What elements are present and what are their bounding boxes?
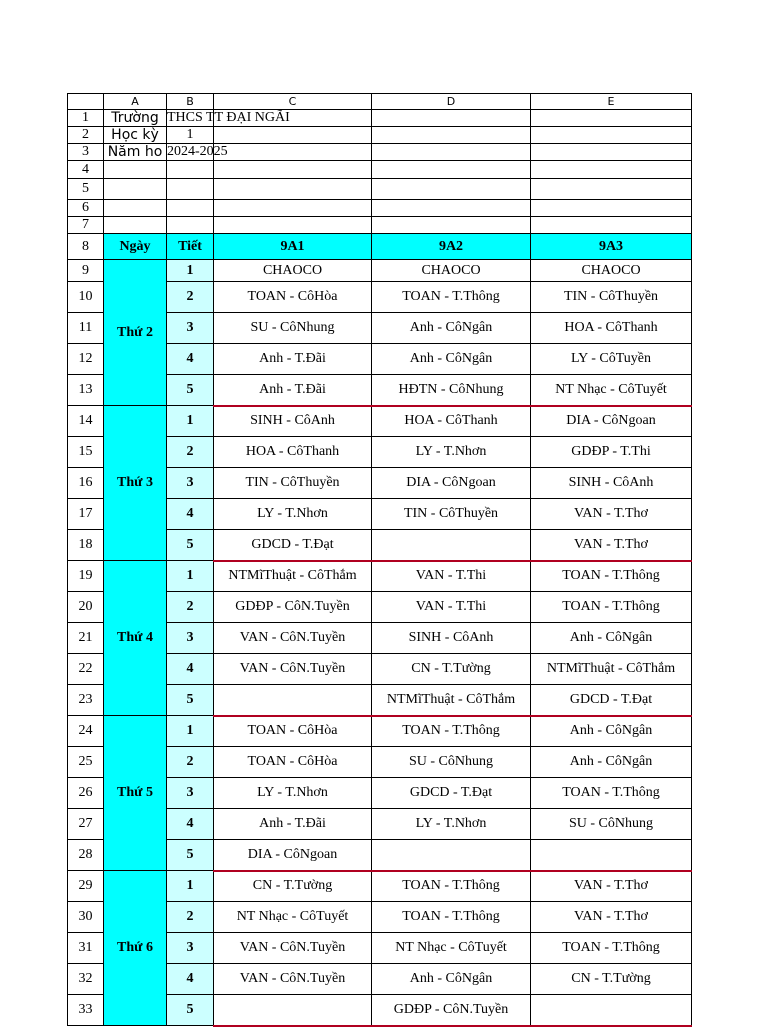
empty-cell[interactable]	[372, 179, 531, 200]
empty-cell[interactable]	[214, 217, 372, 234]
empty-row	[68, 217, 692, 234]
empty-cell[interactable]	[104, 200, 167, 217]
class-cell[interactable]: VAN - CôN.Tuyền	[214, 964, 372, 995]
class-cell[interactable]: VAN - CôN.Tuyền	[214, 933, 372, 964]
row-header[interactable]: 7	[68, 217, 104, 234]
empty-cell[interactable]	[214, 161, 372, 179]
column-header-row	[68, 94, 692, 110]
timetable-header-row	[68, 234, 692, 260]
row-header[interactable]: 2	[68, 127, 104, 144]
class-cell[interactable]: TOAN - CôHòa	[214, 747, 372, 778]
class-cell[interactable]: TIN - CôThuyền	[372, 499, 531, 530]
header-day[interactable]: Ngày	[104, 234, 167, 260]
row-header[interactable]: 26	[68, 778, 104, 809]
period-number[interactable]: 2	[167, 282, 214, 313]
class-cell[interactable]: Anh - CôNgân	[372, 964, 531, 995]
class-cell[interactable]: Anh - T.Đãi	[214, 344, 372, 375]
period-number[interactable]: 4	[167, 344, 214, 375]
period-number[interactable]: 3	[167, 313, 214, 344]
info-value[interactable]: 2024-2025	[167, 144, 228, 159]
period-number[interactable]: 4	[167, 964, 214, 995]
class-cell[interactable]: TOAN - T.Thông	[531, 778, 692, 809]
period-number[interactable]: 1	[167, 406, 214, 437]
class-cell[interactable]: CN - T.Tường	[372, 654, 531, 685]
class-cell[interactable]: TOAN - T.Thông	[372, 902, 531, 933]
period-number[interactable]: 1	[167, 871, 214, 902]
class-cell[interactable]: SU - CôNhung	[214, 313, 372, 344]
class-cell[interactable]: Anh - CôNgân	[372, 344, 531, 375]
class-cell[interactable]: LY - T.Nhơn	[214, 778, 372, 809]
period-number[interactable]: 4	[167, 654, 214, 685]
row-header[interactable]: 18	[68, 530, 104, 561]
class-cell[interactable]: LY - T.Nhơn	[372, 437, 531, 468]
info-value[interactable]: THCS TT ĐẠI NGÃI	[167, 110, 290, 125]
row-header[interactable]: 25	[68, 747, 104, 778]
empty-cell[interactable]	[531, 144, 692, 161]
class-cell[interactable]: TOAN - T.Thông	[531, 592, 692, 623]
header-class-9a3[interactable]: 9A3	[531, 234, 692, 260]
empty-cell[interactable]	[104, 217, 167, 234]
class-cell[interactable]: SINH - CôAnh	[214, 406, 372, 437]
class-cell[interactable]: GDĐP - CôN.Tuyền	[372, 995, 531, 1026]
row-header[interactable]: 17	[68, 499, 104, 530]
row-header[interactable]: 27	[68, 809, 104, 840]
day-cell[interactable]: Thứ 4	[104, 561, 167, 716]
empty-cell[interactable]	[167, 161, 214, 179]
empty-cell[interactable]	[167, 217, 214, 234]
class-cell[interactable]: GDCD - T.Đạt	[531, 685, 692, 716]
info-label[interactable]: Học kỳ	[104, 127, 167, 144]
empty-cell[interactable]	[372, 200, 531, 217]
class-cell[interactable]: SINH - CôAnh	[531, 468, 692, 499]
class-cell[interactable]: NT Nhạc - CôTuyết	[372, 933, 531, 964]
row-header[interactable]: 21	[68, 623, 104, 654]
class-cell[interactable]: DIA - CôNgoan	[372, 468, 531, 499]
info-row	[68, 110, 692, 127]
class-cell[interactable]: DIA - CôNgoan	[214, 840, 372, 871]
period-number[interactable]: 1	[167, 716, 214, 747]
row-header[interactable]: 22	[68, 654, 104, 685]
class-cell[interactable]: TIN - CôThuyền	[531, 282, 692, 313]
class-cell[interactable]: CHAOCO	[214, 260, 372, 282]
class-cell[interactable]: NTMĩThuật - CôThắm	[372, 685, 531, 716]
empty-cell[interactable]	[372, 161, 531, 179]
class-cell[interactable]: Anh - T.Đãi	[214, 809, 372, 840]
period-number[interactable]: 3	[167, 468, 214, 499]
day-cell[interactable]: Thứ 6	[104, 871, 167, 1026]
empty-cell[interactable]	[372, 144, 531, 161]
period-number[interactable]: 5	[167, 685, 214, 716]
column-header-e[interactable]: E	[531, 94, 692, 110]
empty-cell[interactable]	[531, 110, 692, 127]
day-cell[interactable]: Thứ 2	[104, 260, 167, 406]
class-cell[interactable]: CHAOCO	[372, 260, 531, 282]
period-number[interactable]: 3	[167, 623, 214, 654]
period-number[interactable]: 2	[167, 592, 214, 623]
class-cell[interactable]: HOA - CôThanh	[531, 313, 692, 344]
class-cell[interactable]	[531, 995, 692, 1026]
period-row	[68, 716, 692, 747]
class-cell[interactable]: Anh - CôNgân	[531, 623, 692, 654]
period-row	[68, 260, 692, 282]
row-header[interactable]: 14	[68, 406, 104, 437]
class-cell[interactable]: NTMĩThuật - CôThắm	[531, 654, 692, 685]
class-cell[interactable]: VAN - T.Thơ	[531, 871, 692, 902]
empty-cell[interactable]	[167, 200, 214, 217]
period-number[interactable]: 1	[167, 561, 214, 592]
column-header-c[interactable]: C	[214, 94, 372, 110]
class-cell[interactable]: TOAN - CôHòa	[214, 282, 372, 313]
corner-cell[interactable]	[68, 94, 104, 110]
class-cell[interactable]	[372, 530, 531, 561]
class-cell[interactable]: TOAN - CôHòa	[214, 716, 372, 747]
info-value[interactable]: 1	[167, 127, 214, 144]
class-cell[interactable]: VAN - CôN.Tuyền	[214, 623, 372, 654]
row-header[interactable]: 16	[68, 468, 104, 499]
row-header[interactable]: 29	[68, 871, 104, 902]
period-row	[68, 406, 692, 437]
row-header[interactable]: 20	[68, 592, 104, 623]
class-cell[interactable]: SU - CôNhung	[372, 747, 531, 778]
empty-cell[interactable]	[372, 110, 531, 127]
class-cell[interactable]: CN - T.Tường	[531, 964, 692, 995]
period-number[interactable]: 4	[167, 499, 214, 530]
timetable-sheet	[67, 93, 692, 1027]
column-header-d[interactable]: D	[372, 94, 531, 110]
day-cell[interactable]: Thứ 5	[104, 716, 167, 871]
empty-cell[interactable]	[531, 200, 692, 217]
row-header[interactable]: 12	[68, 344, 104, 375]
class-cell[interactable]: TOAN - T.Thông	[372, 871, 531, 902]
class-cell[interactable]: CN - T.Tường	[214, 871, 372, 902]
period-number[interactable]: 4	[167, 809, 214, 840]
row-header[interactable]: 8	[68, 234, 104, 260]
period-number[interactable]: 5	[167, 840, 214, 871]
day-cell[interactable]: Thứ 3	[104, 406, 167, 561]
header-class-9a1[interactable]: 9A1	[214, 234, 372, 260]
class-cell[interactable]: CHAOCO	[531, 260, 692, 282]
class-cell[interactable]: HĐTN - CôNhung	[372, 375, 531, 406]
row-header[interactable]: 4	[68, 161, 104, 179]
empty-cell[interactable]	[167, 179, 214, 200]
row-header[interactable]: 9	[68, 260, 104, 282]
row-header[interactable]: 6	[68, 200, 104, 217]
row-header[interactable]: 32	[68, 964, 104, 995]
class-cell[interactable]	[214, 685, 372, 716]
period-number[interactable]: 5	[167, 530, 214, 561]
row-header[interactable]: 3	[68, 144, 104, 161]
empty-cell[interactable]	[372, 127, 531, 144]
row-header[interactable]: 1	[68, 110, 104, 127]
class-cell[interactable]: LY - T.Nhơn	[372, 809, 531, 840]
row-header[interactable]: 15	[68, 437, 104, 468]
class-cell[interactable]: GDCD - T.Đạt	[214, 530, 372, 561]
empty-cell[interactable]	[104, 161, 167, 179]
class-cell[interactable]	[372, 840, 531, 871]
period-number[interactable]: 2	[167, 747, 214, 778]
column-header-b[interactable]: B	[167, 94, 214, 110]
class-cell[interactable]: TOAN - T.Thông	[372, 282, 531, 313]
row-header[interactable]: 33	[68, 995, 104, 1026]
empty-cell[interactable]	[531, 217, 692, 234]
row-header[interactable]: 31	[68, 933, 104, 964]
class-cell[interactable]: VAN - T.Thơ	[531, 902, 692, 933]
empty-row	[68, 200, 692, 217]
class-cell[interactable]: VAN - T.Thi	[372, 592, 531, 623]
class-cell[interactable]: GDĐP - CôN.Tuyền	[214, 592, 372, 623]
empty-cell[interactable]	[372, 217, 531, 234]
info-label[interactable]: Trường	[104, 110, 167, 127]
info-row	[68, 127, 692, 144]
empty-cell[interactable]	[214, 179, 372, 200]
period-number[interactable]: 1	[167, 260, 214, 282]
header-period[interactable]: Tiết	[167, 234, 214, 260]
row-header[interactable]: 11	[68, 313, 104, 344]
empty-row	[68, 179, 692, 200]
empty-row	[68, 161, 692, 179]
class-cell[interactable]: TIN - CôThuyền	[214, 468, 372, 499]
class-cell[interactable]: VAN - CôN.Tuyền	[214, 654, 372, 685]
row-header[interactable]: 23	[68, 685, 104, 716]
row-header[interactable]: 13	[68, 375, 104, 406]
period-number[interactable]: 3	[167, 933, 214, 964]
empty-cell[interactable]	[531, 179, 692, 200]
class-cell[interactable]: LY - T.Nhơn	[214, 499, 372, 530]
empty-cell[interactable]	[531, 127, 692, 144]
class-cell[interactable]: LY - CôTuyền	[531, 344, 692, 375]
empty-cell[interactable]	[214, 200, 372, 217]
period-row	[68, 871, 692, 902]
period-number[interactable]: 2	[167, 437, 214, 468]
class-cell[interactable]: VAN - T.Thơ	[531, 530, 692, 561]
class-cell[interactable]: HOA - CôThanh	[372, 406, 531, 437]
empty-cell[interactable]	[214, 127, 372, 144]
class-cell[interactable]: TOAN - T.Thông	[531, 933, 692, 964]
class-cell[interactable]: Anh - T.Đãi	[214, 375, 372, 406]
class-cell[interactable]: TOAN - T.Thông	[372, 716, 531, 747]
class-cell[interactable]: NT Nhạc - CôTuyết	[214, 902, 372, 933]
info-row	[68, 144, 692, 161]
class-cell[interactable]: NT Nhạc - CôTuyết	[531, 375, 692, 406]
row-header[interactable]: 30	[68, 902, 104, 933]
info-label[interactable]: Năm ho	[104, 144, 167, 161]
header-class-9a2[interactable]: 9A2	[372, 234, 531, 260]
row-header[interactable]: 19	[68, 561, 104, 592]
class-cell[interactable]: Anh - CôNgân	[531, 747, 692, 778]
period-row	[68, 561, 692, 592]
class-cell[interactable]: VAN - T.Thơ	[531, 499, 692, 530]
class-cell[interactable]: VAN - T.Thi	[372, 561, 531, 592]
empty-cell[interactable]	[214, 144, 372, 161]
class-cell[interactable]: HOA - CôThanh	[214, 437, 372, 468]
period-number[interactable]: 5	[167, 995, 214, 1026]
class-cell[interactable]	[214, 995, 372, 1026]
row-header[interactable]: 10	[68, 282, 104, 313]
period-number[interactable]: 3	[167, 778, 214, 809]
class-cell[interactable]	[531, 840, 692, 871]
period-number[interactable]: 2	[167, 902, 214, 933]
class-cell[interactable]: DIA - CôNgoan	[531, 406, 692, 437]
class-cell[interactable]: TOAN - T.Thông	[531, 561, 692, 592]
class-cell[interactable]: SINH - CôAnh	[372, 623, 531, 654]
empty-cell[interactable]	[104, 179, 167, 200]
class-cell[interactable]: GDĐP - T.Thi	[531, 437, 692, 468]
class-cell[interactable]: GDCD - T.Đạt	[372, 778, 531, 809]
class-cell[interactable]: NTMĩThuật - CôThắm	[214, 561, 372, 592]
row-header[interactable]: 28	[68, 840, 104, 871]
period-number[interactable]: 5	[167, 375, 214, 406]
row-header[interactable]: 24	[68, 716, 104, 747]
column-header-a[interactable]: A	[104, 94, 167, 110]
class-cell[interactable]: SU - CôNhung	[531, 809, 692, 840]
row-header[interactable]: 5	[68, 179, 104, 200]
class-cell[interactable]: Anh - CôNgân	[372, 313, 531, 344]
class-cell[interactable]: Anh - CôNgân	[531, 716, 692, 747]
empty-cell[interactable]	[531, 161, 692, 179]
